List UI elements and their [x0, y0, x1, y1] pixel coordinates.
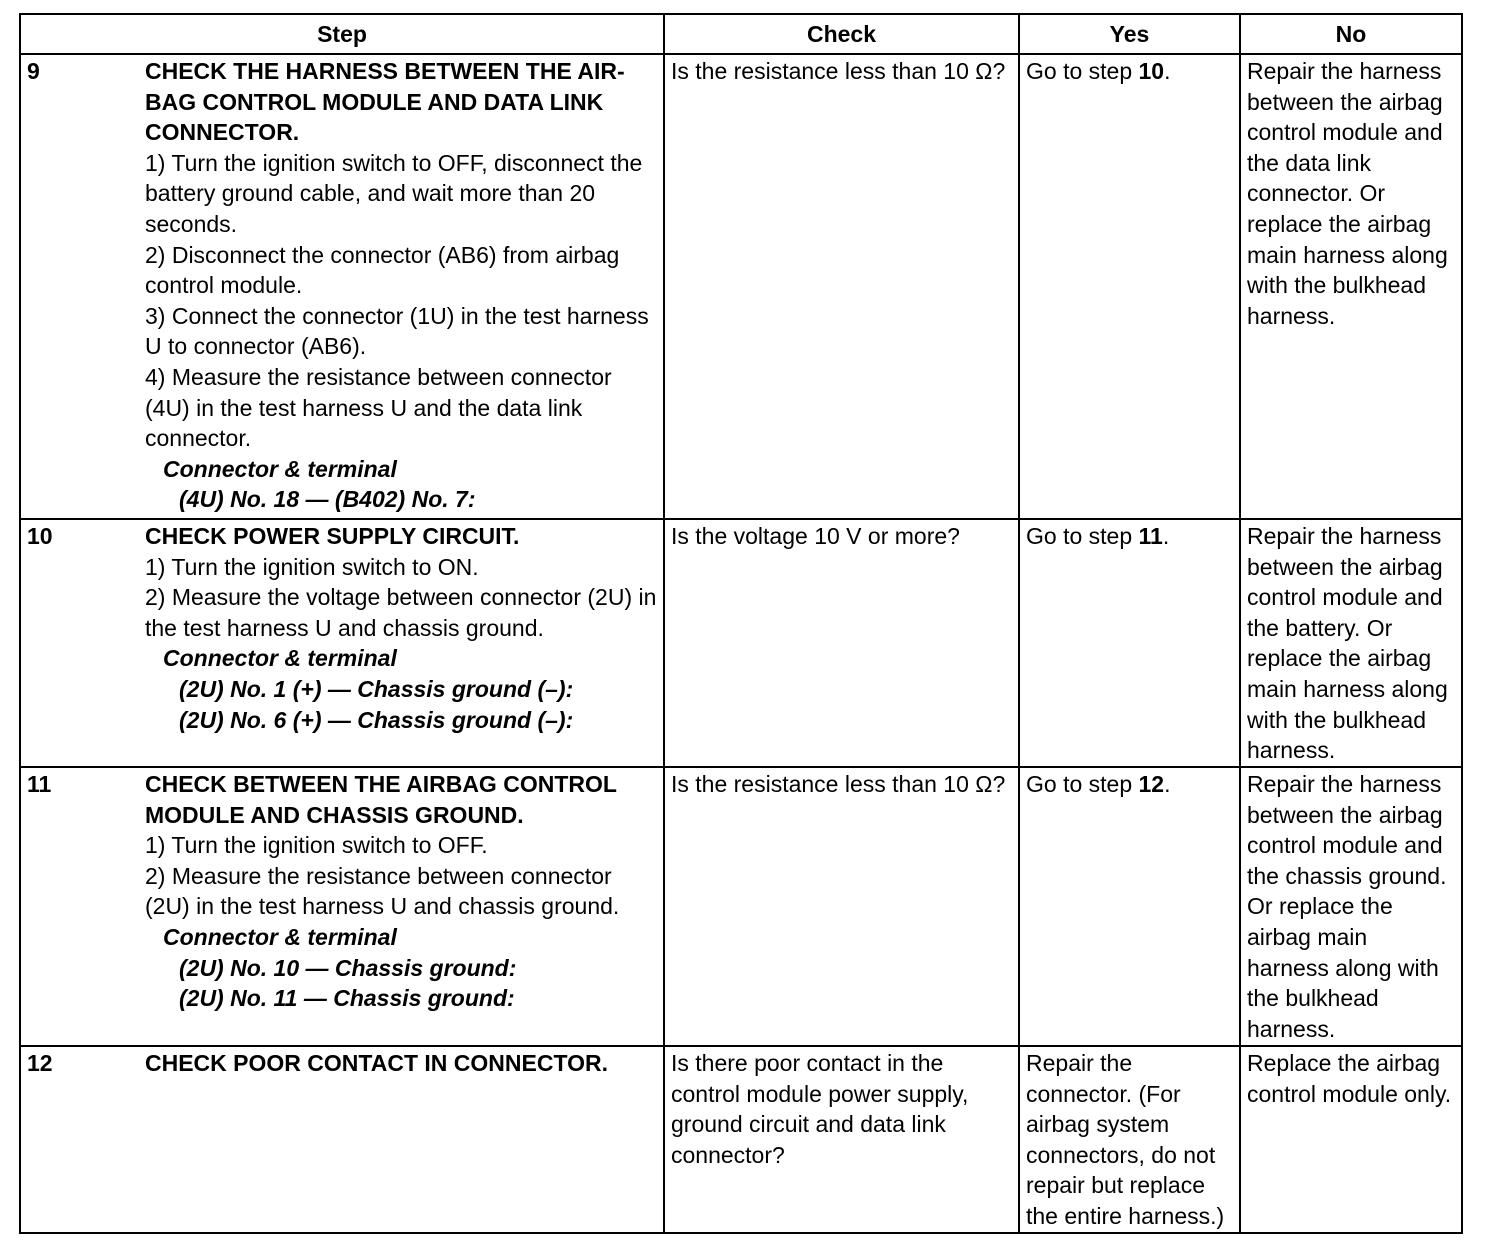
connector-terminal-label: Connector & terminal: [163, 455, 397, 482]
substep: 2) Measure the voltage between connector (2U) in the test harness U and chassis ground.: [145, 584, 657, 641]
step-cell: [20, 54, 664, 519]
substep: 3) Connect the connector (1U) in the test harness U to connector (AB6).: [145, 302, 649, 360]
connector-terminal-value: (2U) No. 11 — Chassis ground:: [179, 985, 515, 1012]
yes-prefix: Go to step: [1026, 58, 1139, 84]
substep: 1) Turn the ignition switch to ON.: [145, 553, 479, 580]
header-no: No: [1240, 14, 1462, 54]
yes-prefix: Go to step: [1026, 523, 1139, 549]
table-row: [20, 1046, 1462, 1233]
substep: 2) Measure the resistance between connector (2U) in the test harness U and chassis ground.: [145, 862, 620, 920]
no-cell: Repair the harness between the airbag control module and the data link connector. Or replace the airbag main harness along with the bulkhead harness.: [1240, 54, 1462, 519]
yes-cell: [1019, 767, 1240, 1046]
header-step: Step: [20, 14, 664, 54]
header-yes: Yes: [1019, 14, 1240, 54]
header-check: Check: [664, 14, 1019, 54]
yes-cell: [1019, 54, 1240, 519]
substep: 4) Measure the resistance between connector (4U) in the test harness U and the data link connector.: [145, 363, 612, 452]
step-title: CHECK POOR CONTACT IN CONNECTOR.: [145, 1050, 608, 1076]
yes-step-link: 11: [1138, 523, 1163, 549]
table-header-row: [20, 14, 1462, 54]
step-number: 9: [27, 58, 40, 84]
check-cell: Is the voltage 10 V or more?: [664, 519, 1019, 767]
no-cell: Replace the airbag control module only.: [1240, 1046, 1462, 1233]
step-title: CHECK POWER SUPPLY CIRCUIT.: [145, 523, 520, 549]
yes-step-link: 12: [1138, 771, 1165, 797]
diagnostic-table: [19, 13, 1463, 1234]
table-row: [20, 54, 1462, 519]
step-cell: [20, 519, 664, 767]
connector-terminal-value: (2U) No. 10 — Chassis ground:: [179, 954, 517, 981]
table-row: [20, 767, 1462, 1046]
yes-suffix: .: [1164, 771, 1171, 797]
no-cell: Repair the harness between the airbag control module and the battery. Or replace the airbag main harness along with the bulkhead harness.: [1240, 519, 1462, 767]
step-title: CHECK BETWEEN THE AIRBAG CONTROL MODULE AND CHASSIS GROUND.: [145, 771, 617, 828]
substep: 1) Turn the ignition switch to OFF, disconnect the battery ground cable, and wait more than 20 seconds.: [145, 149, 643, 237]
yes-step-link: 10: [1138, 58, 1165, 84]
step-cell: [20, 767, 664, 1046]
connector-terminal-value: (2U) No. 6 (+) — Chassis ground (–):: [179, 706, 574, 733]
table-row: [20, 519, 1462, 767]
step-number: 11: [27, 771, 52, 797]
connector-terminal-value: (4U) No. 18 — (B402) No. 7:: [179, 486, 476, 513]
connector-terminal-label: Connector & terminal: [163, 645, 397, 672]
check-cell: Is the resistance less than 10 Ω?: [664, 767, 1019, 1046]
step-number: 10: [27, 523, 53, 549]
yes-cell: [1019, 519, 1240, 767]
step-title: CHECK THE HARNESS BETWEEN THE AIR-BAG CONTROL MODULE AND DATA LINK CONNECTOR.: [145, 58, 625, 146]
step-cell: [20, 1046, 664, 1233]
no-cell: Repair the harness between the airbag control module and the chassis ground. Or replace the airbag main harness along with the bulkhead harness.: [1240, 767, 1462, 1046]
substep: 1) Turn the ignition switch to OFF.: [145, 832, 488, 859]
yes-suffix: .: [1162, 523, 1170, 549]
check-cell: Is there poor contact in the control module power supply, ground circuit and data link connector?: [664, 1046, 1019, 1233]
substep: 2) Disconnect the connector (AB6) from airbag control module.: [145, 241, 620, 299]
connector-terminal-label: Connector & terminal: [163, 923, 397, 950]
yes-suffix: .: [1164, 58, 1171, 84]
step-number: 12: [27, 1050, 53, 1076]
yes-prefix: Go to step: [1026, 771, 1139, 797]
yes-prefix: Repair the connector. (For airbag system connectors, do not repair but replace the entire harness.): [1026, 1050, 1225, 1229]
check-cell: Is the resistance less than 10 Ω?: [664, 54, 1019, 519]
yes-cell: [1019, 1046, 1240, 1233]
connector-terminal-value: (2U) No. 1 (+) — Chassis ground (–):: [179, 675, 574, 702]
